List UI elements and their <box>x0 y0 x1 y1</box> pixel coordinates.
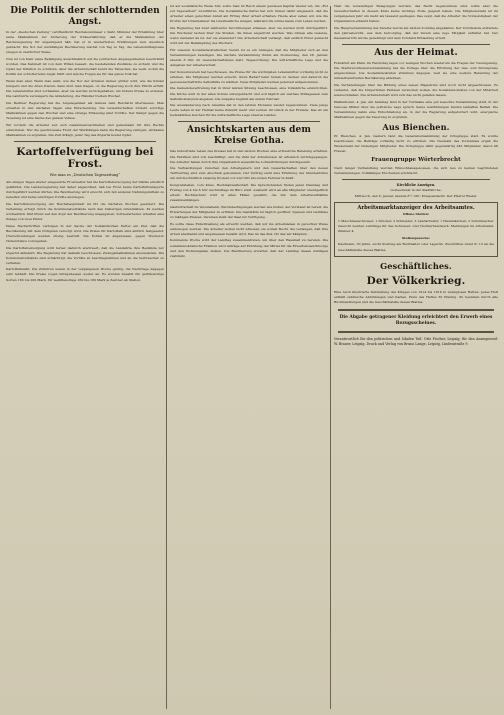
article-paragraph: Es sollte diese Entschließung als erreicht werden, daß wir ins Arbeitsleben in gerechter Weise einbezogen werden. Die Arbeiter wollen nicht Almosen, sie wollen Recht. Sie verlangen, daß ihre Arbeit anerkannt und angemessen bezahlt wird. Das ist das Ziel, für das wir kämpfen. <box>170 221 328 236</box>
article-headline: Aus Bienchen. <box>382 122 450 133</box>
column-3 <box>334 4 498 711</box>
notice-subheading: Offene Stellen: <box>402 212 430 217</box>
article-paragraph: Die Verhandlungen zwischen den Arbeitgebern und den Gewerkschaften über den neuen Tarifvertrag sind zum Abschluß gekommen. Der Vertrag sieht eine Erhöhung der Stundenlöhne um durchschnittlich zwanzig Prozent vor und tritt am ersten Februar in Kraft. <box>170 166 328 181</box>
article-paragraph: In der „Deutschen Zeitung“ veröffentlicht Reichskommissar v. Kahr, Minister der Ernährung über seine Maßnahmen zur Sicherung der Volksernährung; daß er die Maßnahmen der Reichsregierung für ungenügend hält, hat er in wiederholten Erklärungen zum Ausdruck gebracht. Die Not der werktätigen Bevölkerung wächst von Tag zu Tag, die Lebensmittelpreise steigen in unerhörter Weise. <box>6 30 164 55</box>
article-paragraph: Die Hauptversammlung des Vereins wurde am letzten Sonntag abgehalten. Der Vorsitzende erstattete den Jahresbericht, aus dem hervorging, daß der Verein eine rege Tätigkeit entfaltet hat. Der Kassenbericht wurde genehmigt und dem Vorstand Entlastung erteilt. <box>334 25 498 41</box>
article-paragraph: Wenn man aber, Wenn man sieht, wie die Not der Ärmsten immer größer wird, wie die Kinder hungern und die Alten frieren, dann muß man fragen, ob die Regierung noch ihre Pflicht erfüllt. Die Lebensmittel sind vorhanden, aber sie werden zurückgehalten, um höhere Preise zu erzielen. Die Landwirte verweigern die Ablieferung, die Händler treiben Wucher. <box>6 78 164 99</box>
article-paragraph: Kartoffelmarkt. Die Zufuhren waren in der vergangenen Woche gering, die Nachfrage dagegen sehr lebhaft. Die Preise zogen infolgedessen weiter an. Es wurden bezahlt für gelbfleischige Sorten 180 bis 200 Mark, für weißfleischige 160 bis 180 Mark je Zentner ab Station. <box>6 267 164 282</box>
notice-heading: Arbeitsmarktanzeiger des Arbeitsamtes. <box>357 205 475 212</box>
article-paragraph: Die Regierung hat zwar zahlreiche Verordnungen erlassen, aber sie werden nicht durchgeführt. Die Wucherer lachen über die Strafen, die ihnen angedroht werden. Was nützen alle Gesetze, wenn niemand da ist, der sie anwendet? Die Arbeiterschaft verlangt, daß endlich Ernst gemacht wird mit der Bekämpfung des Wuchers. <box>170 25 328 46</box>
article-paragraph: Die Gemeindevertretung hat in ihrer letzten Sitzung beschlossen, eine Volksküche einzurichten. Die Küche wird in der alten Schule untergebracht und soll täglich ein warmes Mittagessen zum Selbstkostenpreis abgeben. Die Ausgabe beginnt am ersten Februar. <box>170 86 328 101</box>
article-paragraph: Die Auswanderung nach Amerika hat in den letzten Monaten wieder zugenommen. Viele junge Leute sehen in der Heimat keine Zukunft mehr und suchen ihr Glück in der Fremde. Das ist ein bedenkliches Zeichen für die wirtschaftliche Lage unseres Landes. <box>170 103 328 118</box>
section-heading: Geschäftliches. <box>380 261 452 272</box>
notice-heading: Kirchliche Anzeigen. <box>396 182 436 187</box>
article-paragraph: Die Kartoffelversorgung wird ferner dadurch erschwert, daß die Landwirte ihre Bestände nur zögernd abliefern. Die Regierung hat deshalb beschlossen, Zwangsmaßnahmen anzuwenden. Die Kommunalverbände sind ermächtigt, die Vorräte zu beschlagnahmen und an die Verbraucher zu verteilen. <box>6 245 164 265</box>
article-headline: Der Völkerkrieg. <box>366 275 466 288</box>
divider <box>338 331 494 333</box>
article-paragraph: Für unseren Sozialdemokratischen Verein ist es ein Anliegen, daß die Mitglieder sich an den Versammlungen beteiligen. Die nächste Versammlung findet am Donnerstag, den 28. Januar, abends 8 Uhr, im Gewerkschaftshaus statt. Tagesordnung: Die wirtschaftliche Lage und die Aufgaben der Arbeiterschaft. <box>170 47 328 68</box>
job-market-box <box>334 202 498 257</box>
notice-line: Kaufmann, 30 Jahre, sucht Stellung als Buchhalter oder Lagerist. Zuschriften unter K. 12 an die Geschäftsstelle dieses Blattes. <box>338 242 494 252</box>
article-paragraph: Das industrielle Leben des Kreises hat in den letzten Wochen eine erfreuliche Belebung erfahren. Die Fabriken sind voll beschäftigt, und die Zahl der Arbeitslosen ist erheblich zurückgegangen. Die Arbeiter haben durch ihre Organisation wesentliche Lohnerhöhungen durchgesetzt. <box>170 149 328 164</box>
article-paragraph: Hast die notwendigen Belegungen wurden, das Recht zugenommen sind, sollte aber die Gewerkschaften in diesem Kreis keine wichtige Rolle gespielt haben. Die Mitgliederzahl ist im vergangenen Jahr um mehr als tausend gestiegen. Das zeigt, daß die Arbeiter die Notwendigkeit der Organisation erkannt haben. <box>334 4 498 24</box>
notice-banner: Die Abgabe getragener Kleidung erleichtert den Erwerb eines Bezugsscheines. <box>339 315 493 327</box>
article-paragraph: Die Berliner Regierung hat die Angelegenheit als Ganzes dem Reichsrat überwiesen. Man erwartet in den nächsten Tagen eine Entscheidung. Die Gewerkschaften fordern sofortige Maßnahmen gegen den Wucher und eine strenge Erfassung aller Vorräte. Der Kampf gegen die Teuerung ist eine Sache des ganzen Volkes. <box>6 100 164 120</box>
notice-line: Gottesdienst in der Stadtkirche. <box>390 187 442 192</box>
notice-subheading: Stellengesuche: <box>402 235 430 240</box>
imprint: Verantwortlich für den politischen und lokalen Teil: Otto Fischer, Leipzig; für den Anzeigenteil: W. Brauer, Leipzig. Druck und Verlag von Bruno Lange, Leipzig, Lindenstraße 9. <box>334 337 498 347</box>
article-paragraph: Frankfurt am Main, Im Reichstag lagen vor wenigen Wochen wiederum die Fragen der Neuregelung. Die Stadtverordnetenversammlung hat die Vorlage über die Erhöhung der Gas- und Strompreise angenommen. Die Sozialdemokraten stimmten dagegen, weil sie eine weitere Belastung der minderbemittelten Bevölkerung ablehnen. <box>334 61 498 81</box>
article-paragraph: Kongreßstellen, vom Kreis, Rechtsanwaltschaft. Die Sprechstunden finden jeden Dienstag und Freitag von 4 bis 6 Uhr nachmittags im Büro statt. Auskunft wird an alle Mitglieder unentgeltlich erteilt. Rechtsschutz wird in allen Fällen gewährt, die mit dem Arbeitsverhältnis zusammenhängen. <box>170 183 328 203</box>
article-paragraph: Nun ist von Kahr seine Betätigung ausschließlich auf die politischen Angelegenheiten beschränkt worden. Das Kabinett ist von dem Willen beseelt, die bestehenden Zustände zu sichern und die Opfer der Inflation zu schützen. Aber die Arbeiterschaft kennt die Tatsachen, sie weiß, wohin die Politik der schlotternden Angst führt und welche Folgen sie für das ganze Volk hat. <box>6 56 164 77</box>
article-paragraph: Ist auf sozialistische Weise Sitz, sollte man im Reich einem gewissen Kapital wieder ein, die „Rot zur Tagesarbeit“ zuzuführen. Die Sozialistische Partei hat sich immer dafür eingesetzt, daß die Arbeiter einen gerechten Anteil am Ertrag ihrer Arbeit erhalten. Heute aber sehen wir, wie die Profite der Unternehmer ins Unermeßliche steigen, während die Löhne kaum zum Leben reichen. <box>170 4 328 24</box>
article-paragraph: Eine reich illustrierte Darstellung des Krieges von 1914 bis 1918 in zwanglosen Heften. Jedes Heft enthält zahlreiche Abbildungen und Karten. Preis des Heftes 30 Pfennig. Zu beziehen durch alle Buchhandlungen und die Geschäftsstelle dieses Blattes. <box>334 290 498 305</box>
divider <box>178 121 320 122</box>
article-headline: Ansichtskarten aus dem Kreise Gotha. <box>187 125 311 147</box>
article-headline: Frauengruppe Wörterbrecht <box>371 156 461 163</box>
column-1 <box>6 4 164 711</box>
notice-line: 1 Maschinenschlosser, 1 Drucker, 2 Schneider, 3 Landarbeiter, 1 Hausmädchen, 2 Schuhmacher. Gesucht werden Lehrlinge für das Schlosser- und Tischlerhandwerk. Meldungen im Arbeitsamt, Zimmer 4. <box>338 219 494 234</box>
article-paragraph: Die Verhandlungen über die Bildung eines neuen Magistrats sind noch nicht abgeschlossen. Es verlautet, daß die bürgerlichen Parteien versuchen wollen, die Sozialdemokraten von der Mitarbeit auszuschließen. Die Arbeiterschaft wird sich das nicht gefallen lassen. <box>334 83 498 98</box>
article-headline: Aus der Heimat. <box>374 48 458 59</box>
article-paragraph: Pfaffenhofen, 4. Jan. Am Samstag fand in der Turnhalle eine gut besuchte Versammlung statt, in der Genosse Müller über die politische Lage sprach. Seine Ausführungen fanden lebhaften Beifall. Die Versammlung nahm eine Entschließung an, in der die Regierung aufgefordert wird, energische Maßnahmen gegen die Teuerung zu ergreifen. <box>334 99 498 120</box>
article-paragraph: Der Konsumverein hat beschlossen, die Preise für die wichtigsten Lebensmittel vorläufig nicht zu erhöhen. Die Mitglieder werden ersucht, ihren Bedarf beim Verein zu decken und dadurch die genossenschaftliche Selbsthilfe zu stärken. Neue Mitglieder werden jederzeit aufgenommen. <box>170 69 328 84</box>
divider <box>342 44 490 45</box>
article-paragraph: Gastwirtschaft im Vereinsheim, Berufsbedingungen werden wie bisher, der Vorstand ist bereit, die Erwartungen der Mitglieder zu erfüllen. Die Gaststätte ist täglich geöffnet, Speisen und Getränke zu mäßigen Preisen. Vereinen steht der Saal zur Verfügung. <box>170 204 328 220</box>
article-subhead: Wie man es „Deutschen Tageszeitung“ <box>49 172 121 177</box>
notice-line: Mittwoch, den 6. Januar, abends 8½ Uhr: Kriegsandacht. Der Pfarrer Riedel. <box>354 194 478 199</box>
article-headline: Die Politik der schlotternden Angst. <box>10 6 160 27</box>
divider <box>14 141 156 142</box>
column-rule <box>330 6 331 709</box>
divider <box>338 309 494 311</box>
article-paragraph: Nach langer Verhandlung wurden Wünschbausgenossen, die sich neu zu beiden begründeten Versammlungen. Vollzähliges Erscheinen erwünscht. <box>334 165 498 175</box>
article-paragraph: Am einigen Tagen wieder eingesetzte Frostwetter hat die Kartoffelversorgung der Städte ernstlich gefährdet. Die Landesregierung hat daher angeordnet, daß bei Frost keine Kartoffeltransporte durchgeführt werden dürfen. Die Bevölkerung wird ersucht, sich mit anderen Nahrungsmitteln zu behelfen und keine unnötigen Vorräte anzulegen. <box>6 179 164 200</box>
article-paragraph: Die Kartoffelversorgung der Reichshauptstadt ist für die nächsten Wochen gesichert. Die Verteilung erfolgt durch die Kommunalverbände nach den bisherigen Grundsätzen. Es werden wöchentlich fünf Pfund auf den Kopf der Bevölkerung ausgegeben, Schwerarbeiter erhalten eine Zulage von zwei Pfund. <box>6 201 164 222</box>
article-paragraph: Pf. Bienchen, 4. Jan. Gestern fand die Generalversammlung der Ortsgruppe statt. Es wurde beschlossen, die Beiträge vorläufig nicht zu erhöhen. Die Neuwahl des Vorstandes ergab die Wiederwahl der bisherigen Mitglieder. Die Ortsgruppe zählt gegenwärtig 245 Mitglieder, davon 68 Frauen. <box>334 134 498 154</box>
column-2 <box>170 4 328 711</box>
article-paragraph: Diese Nachschriften verfolgen in der Sache der Sozialistischen Partei ein Ziel, daß die Bevölkerung mit dem Nötigsten versorgt wird. Die Preise für Kartoffeln sind amtlich festgesetzt, Überschreitungen werden streng bestraft. Die Polizei ist angewiesen, gegen Wucherer rücksichtslos vorzugehen. <box>6 223 164 243</box>
article-paragraph: Kommende Woche wird der Landtag zusammentreten, um über den Haushalt zu beraten. Die sozialdemokratische Fraktion wird Anträge auf Erhöhung der Mittel für die Erwerbslosenfürsorge und den Wohnungsbau stellen. Die Bevölkerung erwartet, daß der Landtag diesen Anträgen zustimmt. <box>170 238 328 258</box>
divider <box>342 179 490 180</box>
column-rule <box>166 6 167 709</box>
article-headline: Kartoffelverfügung bei Frost. <box>16 145 154 170</box>
article-paragraph: Wir fordern die Arbeiter auf, sich zusammenzuschließen und gemeinsam für ihre Rechte einzutreten. Nur die geschlossene Front der Werktätigen kann die Regierung zwingen, wirksame Maßnahmen zu ergreifen. Die Zeit drängt, jeder Tag des Zögerns kostet Opfer. <box>6 122 164 137</box>
